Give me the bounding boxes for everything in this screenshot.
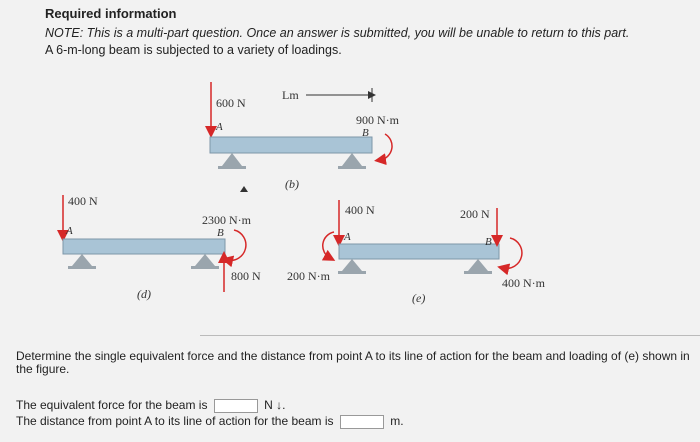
beam-b-body	[210, 137, 372, 153]
caption-e: (e)	[412, 291, 426, 305]
force-question-label: The equivalent force for the beam is	[16, 398, 208, 412]
support-d-right	[195, 254, 215, 266]
distance-input[interactable]	[340, 415, 384, 429]
support-e-left	[342, 259, 362, 271]
beam-e	[287, 200, 546, 305]
beam-e-body	[339, 244, 499, 259]
cursor-mark-icon	[240, 186, 248, 192]
distance-question-label: The distance from point A to its line of action for the beam is	[16, 414, 334, 428]
answer-row-force	[16, 398, 285, 413]
label-d-b: B	[217, 227, 224, 239]
label-400nm: 400 N·m	[502, 276, 545, 290]
section-divider	[200, 335, 700, 336]
caption-d: (d)	[137, 287, 151, 301]
label-400n-d: 400 N	[68, 194, 98, 208]
beam-d	[63, 194, 261, 301]
label-900nm: 900 N·m	[356, 113, 399, 127]
moment-arc-200	[323, 232, 334, 258]
caption-b: (b)	[285, 177, 299, 191]
support-d-left	[72, 254, 92, 266]
beam-d-body	[63, 239, 225, 254]
moment-arc-2300	[227, 230, 246, 260]
label-800n: 800 N	[231, 269, 261, 283]
problem-intro: A 6-m-long beam is subjected to a variety of loadings.	[45, 43, 342, 57]
label-e-b: B	[485, 236, 492, 248]
equivalent-force-input[interactable]	[214, 399, 258, 413]
label-length: Lm	[282, 88, 299, 102]
moment-arc-900	[380, 134, 392, 160]
question-prompt: Determine the single equivalent force and the distance from point A to its line of action for the beam and loading of (e) shown in the figure.	[16, 349, 690, 376]
support-b-right	[342, 153, 362, 166]
support-e-right	[468, 259, 488, 271]
label-e-a: A	[344, 231, 351, 243]
label-400n-e: 400 N	[345, 203, 375, 217]
label-2300nm: 2300 N·m	[202, 213, 251, 227]
label-200nm: 200 N·m	[287, 269, 330, 283]
distance-unit-label: m.	[390, 414, 404, 428]
label-d-a: A	[66, 225, 73, 237]
page-title: Required information	[45, 6, 177, 21]
beam-figure	[0, 62, 700, 332]
moment-arc-400	[503, 238, 522, 268]
label-b-a: A	[216, 121, 223, 133]
label-b-b: B	[362, 127, 369, 139]
force-unit-label: N ↓.	[264, 398, 286, 412]
beam-b	[210, 82, 400, 191]
label-200n: 200 N	[460, 207, 490, 221]
label-600n: 600 N	[216, 96, 246, 110]
answer-row-distance	[16, 414, 404, 429]
note-text: NOTE: This is a multi-part question. Once an answer is submitted, you will be unable to return to this part.	[45, 26, 630, 40]
support-b-left	[222, 153, 242, 166]
